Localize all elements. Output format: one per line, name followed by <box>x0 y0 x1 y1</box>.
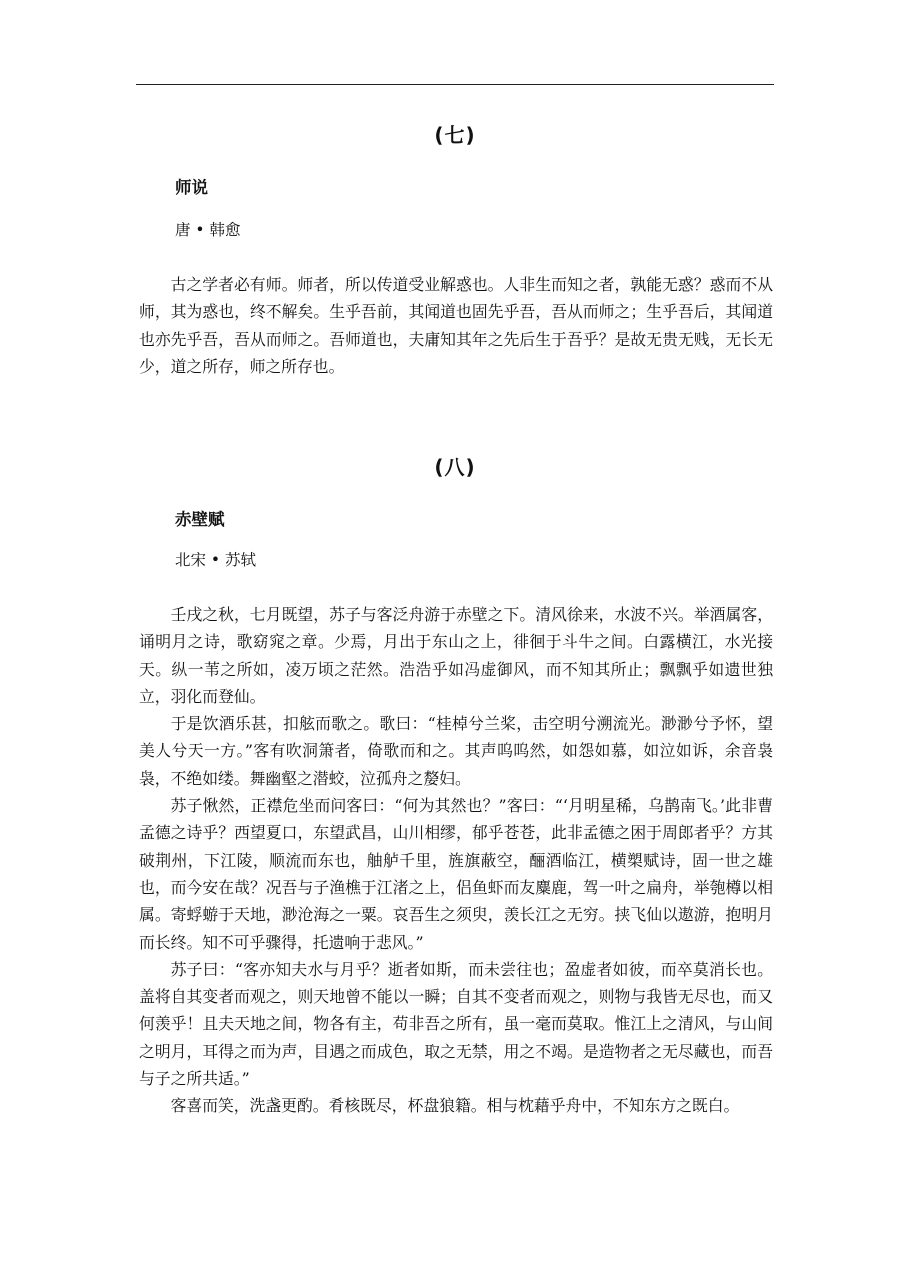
top-rule <box>136 84 774 85</box>
paragraph: 壬戌之秋，七月既望，苏子与客泛舟游于赤壁之下。清风徐来，水波不兴。举酒属客，诵明月之诗，歌窈窕之章。少焉，月出于东山之上，徘徊于斗牛之间。白露横江，水光接天。纵一苇之所如，凌万顷之茫然。浩浩乎如冯虚御风，而不知其所止；飘飘乎如遗世独立，羽化而登仙。 <box>139 605 773 706</box>
essay-author-han-yu: 唐 • 韩愈 <box>175 221 241 239</box>
essay-title-shishuo: 师说 <box>175 178 208 197</box>
essay-author-su-shi: 北宋 • 苏轼 <box>175 551 256 569</box>
paragraph: 苏子曰：“客亦知夫水与月乎？逝者如斯，而未尝往也；盈虚者如彼，而卒莫消长也。盖将自其变者而观之，则天地曾不能以一瞬；自其不变者而观之，则物与我皆无尽也，而又何羡乎！且夫天地之间，物各有主，苟非吾之所有，虽一毫而莫取。惟江上之清风，与山间之明月，耳得之而为声，目遇之而成色，取之无禁，用之不竭。是造物者之无尽藏也，而吾与子之所共适。” <box>139 959 773 1089</box>
essay-body-chibifu <box>139 601 773 1120</box>
paragraph: 客喜而笑，洗盏更酌。肴核既尽，杯盘狼籍。相与枕藉乎舟中，不知东方之既白。 <box>170 1096 740 1116</box>
section-heading-8: (八) <box>434 455 476 479</box>
paragraph: 古之学者必有师。师者，所以传道受业解惑也。人非生而知之者，孰能无惑？惑而不从师，其为惑也，终不解矣。生乎吾前，其闻道也固先乎吾，吾从而师之；生乎吾后，其闻道也亦先乎吾，吾从而师之。吾师道也，夫庸知其年之先后生于吾乎？是故无贵无贱，无长无少，道之所存，师之所存也。 <box>139 275 773 376</box>
essay-title-chibifu: 赤壁赋 <box>175 510 225 529</box>
paragraph: 苏子愀然，正襟危坐而问客曰：“何为其然也？”客曰：“‘月明星稀，乌鹊南飞。’此非曹孟德之诗乎？西望夏口，东望武昌，山川相缪，郁乎苍苍，此非孟德之困于周郎者乎？方其破荆州，下江陵，顺流而东也，舳舻千里，旌旗蔽空，酾酒临江，横槊赋诗，固一世之雄也，而今安在哉？况吾与子渔樵于江渚之上，侣鱼虾而友麋鹿，驾一叶之扁舟，举匏樽以相属。寄蜉蝣于天地，渺沧海之一粟。哀吾生之须臾，羡长江之无穷。挟飞仙以遨游，抱明月而长终。知不可乎骤得，托遗响于悲风。” <box>139 796 773 952</box>
paragraph: 于是饮酒乐甚，扣舷而歌之。歌曰：“桂棹兮兰桨，击空明兮溯流光。渺渺兮予怀，望美人兮天一方。”客有吹洞箫者，倚歌而和之。其声呜呜然，如怨如慕，如泣如诉，余音袅袅，不绝如缕。舞幽壑之潜蛟，泣孤舟之嫠妇。 <box>139 714 773 788</box>
section-heading-7: (七) <box>434 123 476 147</box>
essay-body-shishuo <box>139 271 773 380</box>
